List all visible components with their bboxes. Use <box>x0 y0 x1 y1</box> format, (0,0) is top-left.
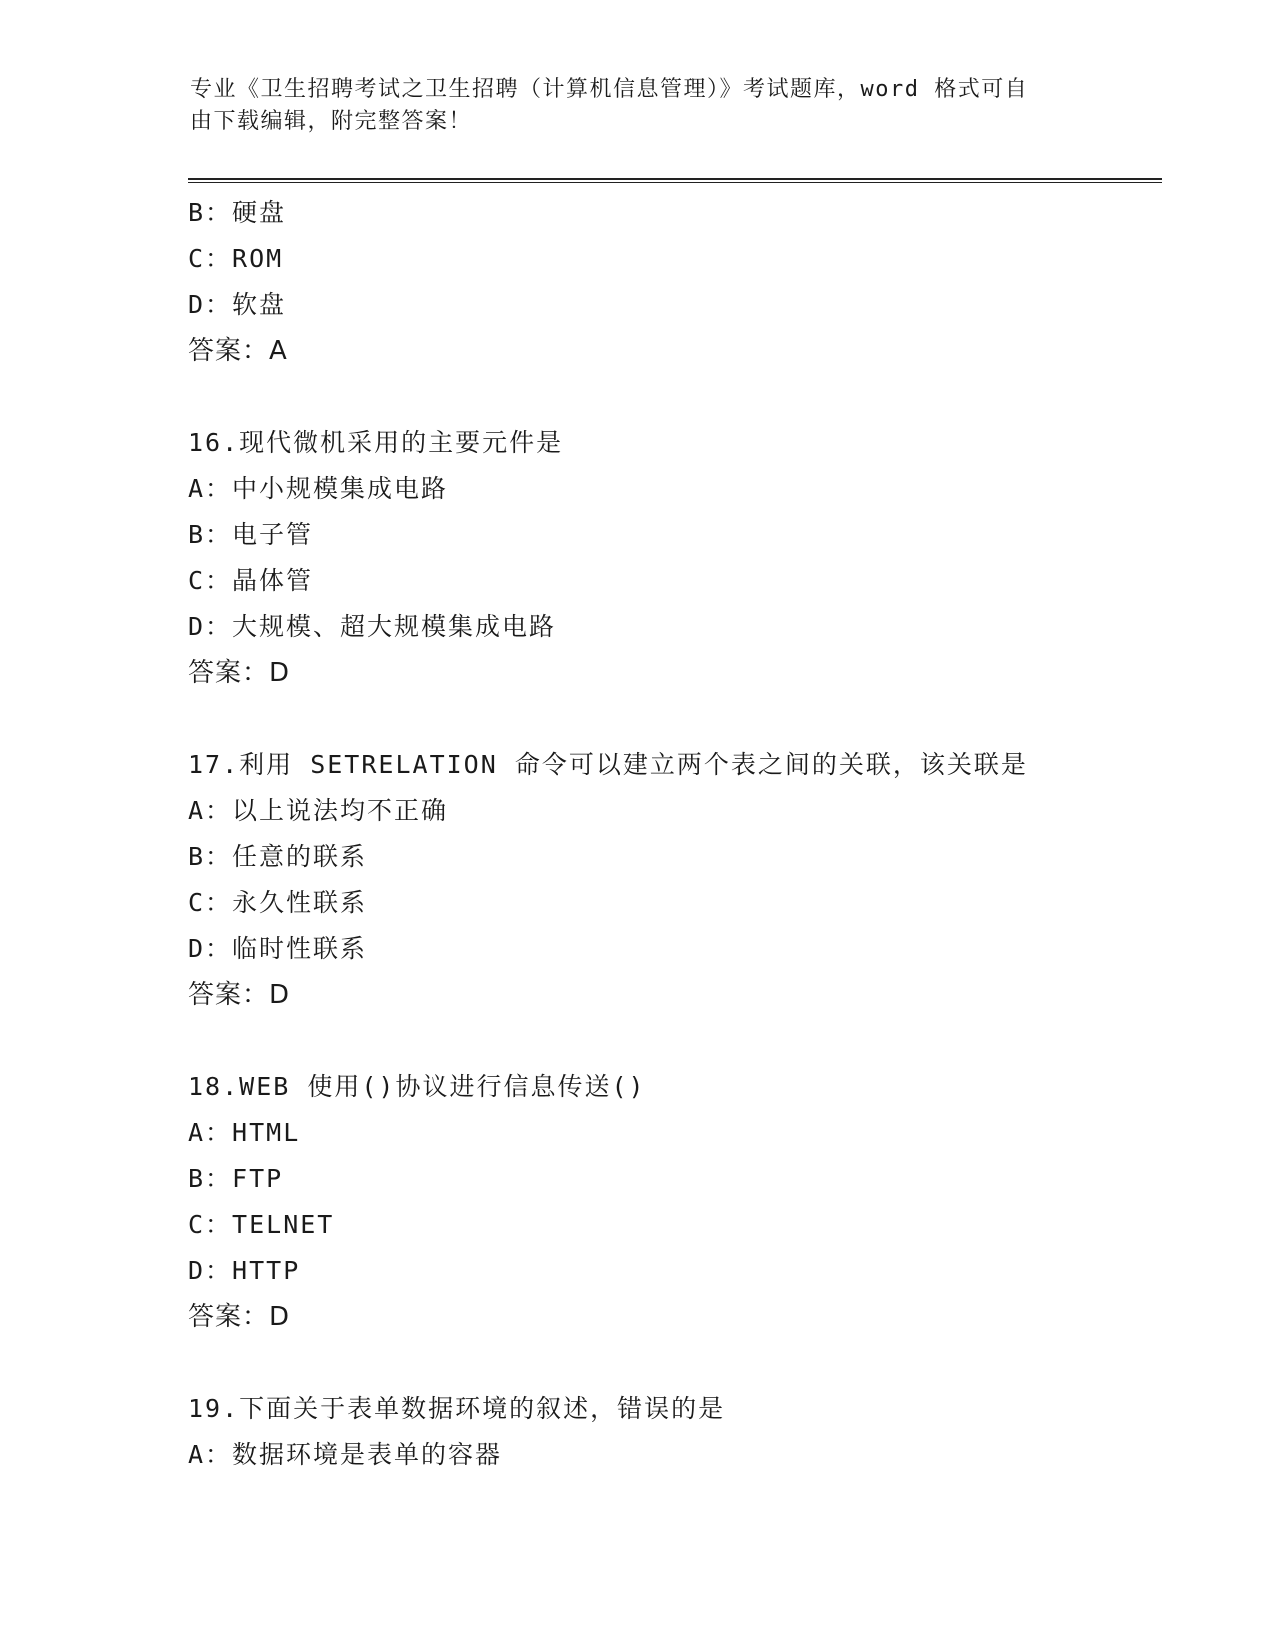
question-19 <box>188 1386 1162 1478</box>
header-divider <box>188 178 1162 183</box>
option-c: C：永久性联系 <box>188 888 368 917</box>
header-line-2: 由下载编辑，附完整答案！ <box>190 109 473 134</box>
option-a: A：HTML <box>188 1118 301 1147</box>
document-header <box>190 74 1080 138</box>
question-list <box>188 190 1162 1478</box>
option-c: C：TELNET <box>188 1210 335 1239</box>
option-b: B：FTP <box>188 1164 284 1193</box>
header-line-1: 专业《卫生招聘考试之卫生招聘（计算机信息管理）》考试题库，word 格式可自 <box>190 77 1029 102</box>
option-b: B：任意的联系 <box>188 842 368 871</box>
answer-line: 答案：D <box>188 980 291 1010</box>
option-b: B：电子管 <box>188 520 314 549</box>
option-a: A：数据环境是表单的容器 <box>188 1440 503 1469</box>
answer-line: 答案：D <box>188 658 291 688</box>
spacer <box>188 374 1162 420</box>
answer-line: 答案：D <box>188 1302 291 1332</box>
question-17 <box>188 742 1162 1018</box>
option-d: D：大规模、超大规模集成电路 <box>188 612 557 641</box>
question-stem: 17.利用 SETRELATION 命令可以建立两个表之间的关联，该关联是 <box>188 750 1028 779</box>
question-stem: 16.现代微机采用的主要元件是 <box>188 428 564 457</box>
answer-line: 答案：A <box>188 336 288 366</box>
spacer <box>188 1018 1162 1064</box>
spacer <box>188 1340 1162 1386</box>
option-a: A：以上说法均不正确 <box>188 796 449 825</box>
question-18 <box>188 1064 1162 1340</box>
question-16 <box>188 420 1162 696</box>
option-b: B：硬盘 <box>188 198 287 227</box>
question-stem: 19.下面关于表单数据环境的叙述，错误的是 <box>188 1394 726 1423</box>
spacer <box>188 696 1162 742</box>
question-stem: 18.WEB 使用()协议进行信息传送() <box>188 1072 646 1101</box>
option-d: D：临时性联系 <box>188 934 368 963</box>
question-15-continued <box>188 190 1162 374</box>
option-c: C：ROM <box>188 244 284 273</box>
option-a: A：中小规模集成电路 <box>188 474 449 503</box>
option-d: D：HTTP <box>188 1256 301 1285</box>
option-c: C：晶体管 <box>188 566 314 595</box>
option-d: D：软盘 <box>188 290 287 319</box>
